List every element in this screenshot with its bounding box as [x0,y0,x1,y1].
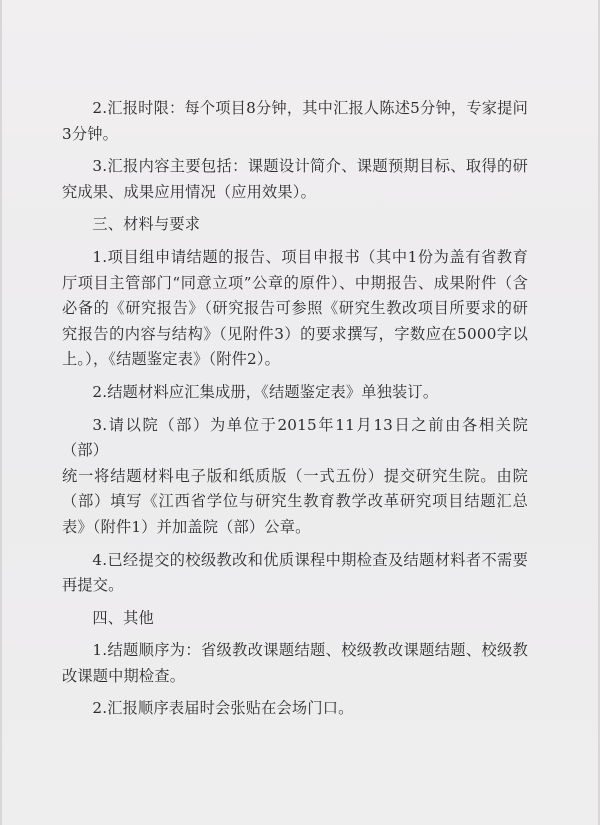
paragraph-binding: 2.结题材料应汇集成册，《结题鉴定表》单独装订。 [92,382,439,401]
paragraph-already-submitted: 4.已经提交的校级教改和优质课程中期检查及结题材料者不需要再提交。 [62,550,528,595]
document-body [62,96,528,729]
section-heading-other: 四、其他 [92,608,154,627]
paragraph-order: 1.结题顺序为：省级教改课题结题、校级教改课题结题、校级教改课题中期检查。 [62,641,528,685]
paragraph-deadline: 3.请以院（部）为单位于2015年11月13日之前由各相关院（部） [62,415,528,460]
paragraph-report-time-limit: 2.汇报时限：每个项目8分钟，其中汇报人陈述5分钟，专家提问3分钟。 [62,99,528,143]
section-heading-materials: 三、材料与要求 [92,215,201,234]
paragraph-materials-list: 1.项目组申请结题的报告、项目申报书（其中1份为盖有省教育厅项目主管部门“同意立项”公章的原件）、中期报告、成果附件（含必备的《研究报告》（研究报告可参照《研究生教改项目所要求的研究报告的内容与结构》（见附件3）的要求撰写，字数应在5000字以上。），《结题鉴定表》（附件2）。 [62,247,528,369]
paragraph-submission: 统一将结题材料电子版和纸质版（一式五份）提交研究生院。由院（部）填写《江西省学位与研究生教育教学改革研究项目结题汇总表》（附件1）并加盖院（部）公章。 [62,466,528,536]
paragraph-schedule-posting: 2.汇报顺序表届时会张贴在会场门口。 [92,699,354,718]
paragraph-report-content: 3.汇报内容主要包括：课题设计简介、课题预期目标、取得的研究成果、成果应用情况（应用效果）。 [62,157,528,201]
